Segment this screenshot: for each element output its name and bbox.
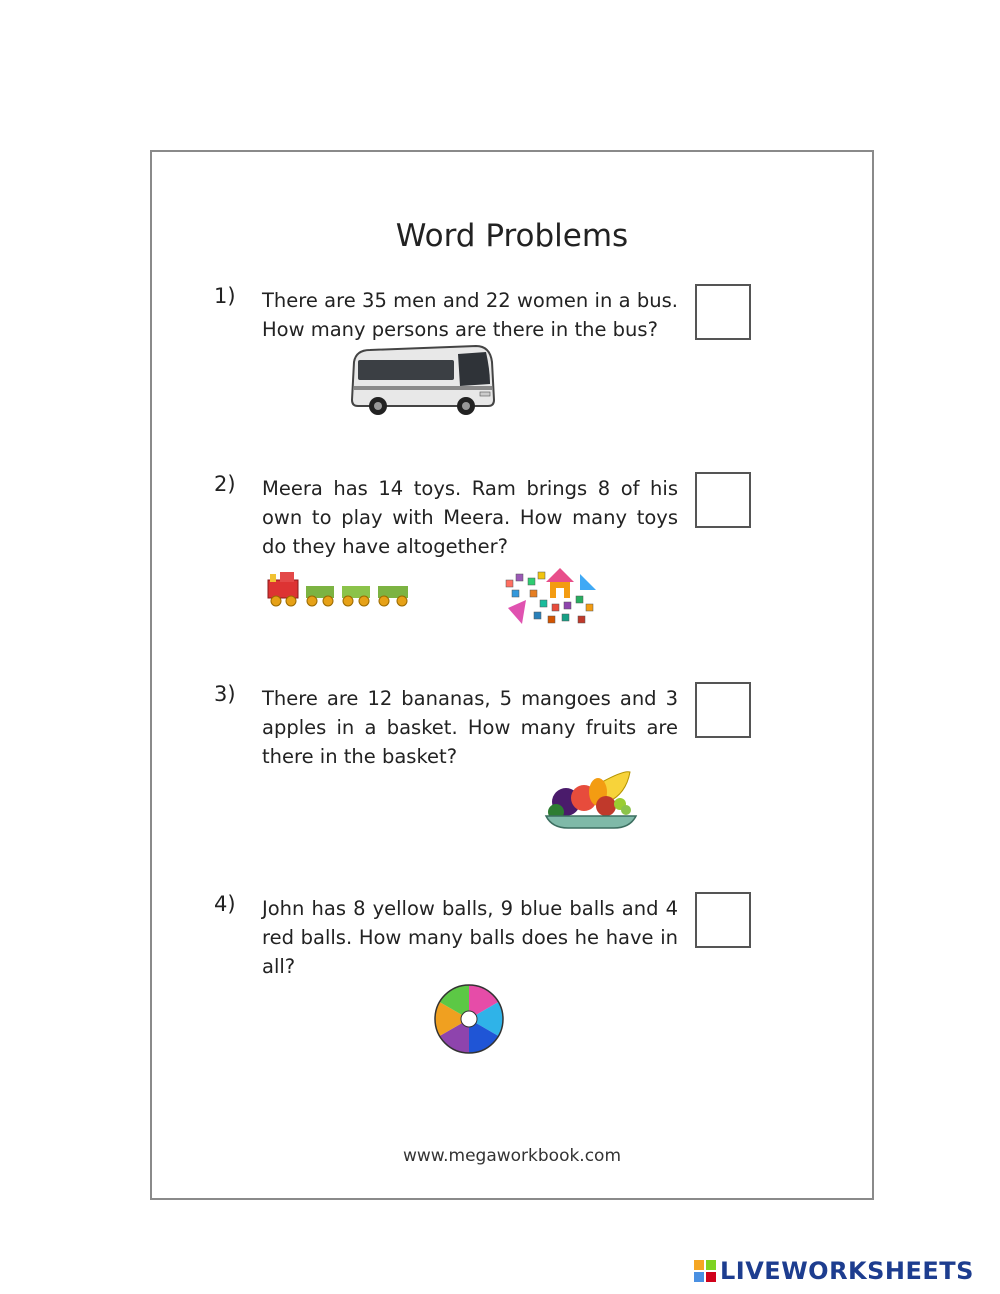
question-number: 3) xyxy=(214,682,236,706)
footer-url: www.megaworkbook.com xyxy=(402,1146,622,1166)
fruit-basket-icon xyxy=(544,768,638,832)
answer-box-2[interactable] xyxy=(695,472,751,528)
question-text: There are 35 men and 22 women in a bus. How many persons are there in the bus? xyxy=(262,289,678,341)
toy-blocks-icon xyxy=(500,564,600,628)
answer-box-3[interactable] xyxy=(695,682,751,738)
question-text: There are 12 bananas, 5 mangoes and 3 apples in a basket. How many fruits are there in the basket? xyxy=(262,687,678,768)
liveworksheets-logo-icon xyxy=(694,1260,716,1282)
question-number: 1) xyxy=(214,284,236,308)
toy-train-icon xyxy=(266,568,418,610)
question-text: John has 8 yellow balls, 9 blue balls and 4 red balls. How many balls does he have in all? xyxy=(262,897,678,978)
liveworksheets-brand xyxy=(694,1256,974,1286)
bus-icon xyxy=(348,340,498,416)
question-number: 2) xyxy=(214,472,236,496)
worksheet-title: Word Problems xyxy=(395,218,629,254)
answer-box-1[interactable] xyxy=(695,284,751,340)
question-number: 4) xyxy=(214,892,236,916)
brand-name: LIVEWORKSHEETS xyxy=(720,1257,974,1285)
answer-box-4[interactable] xyxy=(695,892,751,948)
worksheet-page xyxy=(150,150,874,1200)
beach-ball-icon xyxy=(432,982,506,1056)
question-text: Meera has 14 toys. Ram brings 8 of his own to play with Meera. How many toys do they have altogether? xyxy=(262,477,678,558)
